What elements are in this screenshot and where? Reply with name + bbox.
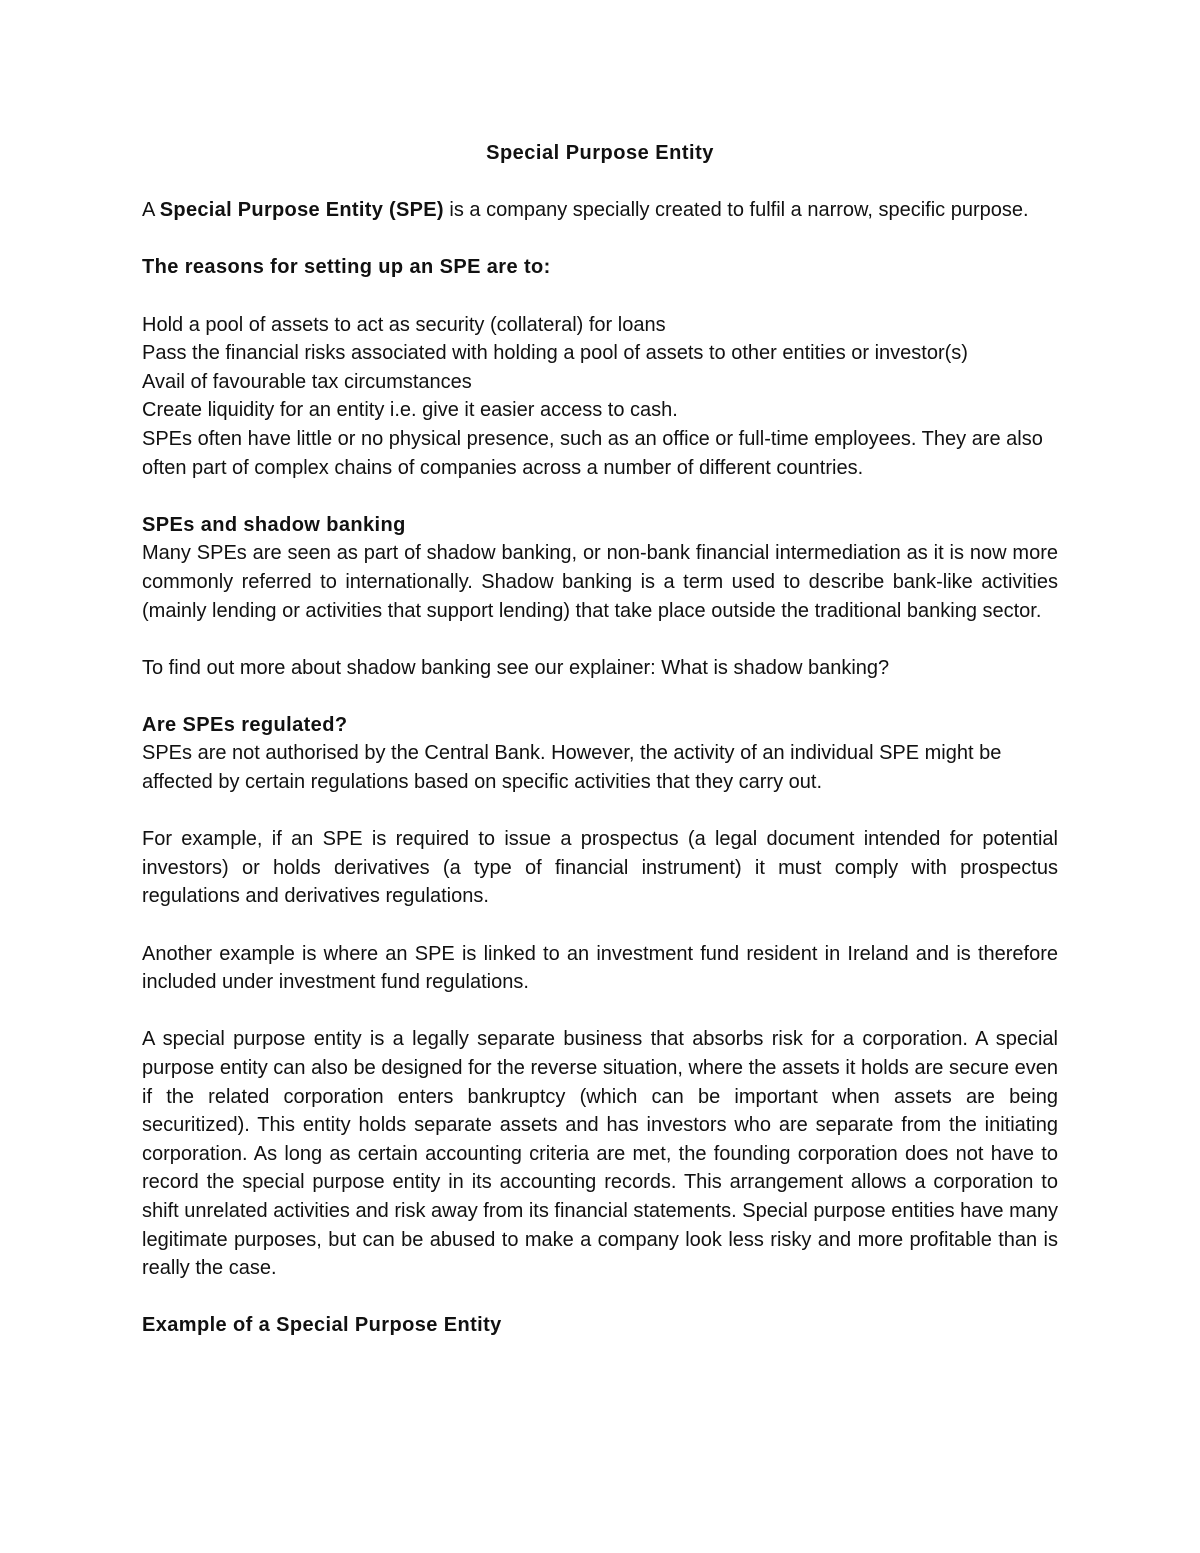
intro-paragraph: [142, 196, 1058, 225]
shadow-banking-more: To find out more about shadow banking see our explainer: What is shadow banking?: [142, 656, 890, 679]
reason-item: Avail of favourable tax circumstances: [142, 370, 472, 393]
reasons-heading: The reasons for setting up an SPE are to:: [142, 256, 551, 279]
regulated-body: SPEs are not authorised by the Central Bank. However, the activity of an individual SPE might be affected by certain regulations based on specific activities that they carry out.: [142, 742, 1002, 794]
regulated-example-2: Another example is where an SPE is linked to an investment fund resident in Ireland and is therefore included under investment fund regulations.: [142, 942, 1058, 994]
summary-paragraph: A special purpose entity is a legally separate business that absorbs risk for a corporation. A special purpose entity can also be designed for the reverse situation, where the assets it holds are secure even if the related corporation enters bankruptcy (which can be important when assets are being securitized). This entity holds separate assets and has investors who are separate from the initiating corporation. As long as certain accounting criteria are met, the founding corporation does not have to record the special purpose entity in its accounting records. This arrangement allows a corporation to shift unrelated activities and risk away from its financial statements. Special purpose entities have many legitimate purposes, but can be abused to make a company look less risky and more profitable than is really the case.: [142, 1028, 1058, 1280]
reason-item: Hold a pool of assets to act as security (collateral) for loans: [142, 313, 666, 336]
reason-item: SPEs often have little or no physical presence, such as an office or full-time employees. They are also often part of complex chains of companies across a number of different countries.: [142, 427, 1043, 479]
reason-item: Create liquidity for an entity i.e. give it easier access to cash.: [142, 399, 678, 422]
reason-item: Pass the financial risks associated with holding a pool of assets to other entities or investor(s): [142, 342, 968, 365]
shadow-banking-body: Many SPEs are seen as part of shadow banking, or non-bank financial intermediation as it is now more commonly referred to internationally. Shadow banking is a term used to describe bank-like activities (mainly lending or activities that support lending) that take place outside the traditional banking sector.: [142, 542, 1058, 622]
document-title: Special Purpose Entity: [486, 142, 714, 164]
intro-suffix: is a company specially created to fulfil a narrow, specific purpose.: [443, 199, 1029, 222]
intro-prefix: A: [142, 199, 160, 222]
regulated-example-1: For example, if an SPE is required to issue a prospectus (a legal document intended for potential investors) or holds derivatives (a type of financial instrument) it must comply with prospectus regulations and derivatives regulations.: [142, 828, 1058, 908]
example-heading: Example of a Special Purpose Entity: [142, 1314, 502, 1337]
shadow-banking-heading: SPEs and shadow banking: [142, 513, 406, 536]
document-page: [142, 139, 1058, 1340]
reasons-list: [142, 311, 1058, 483]
intro-term: Special Purpose Entity (SPE): [159, 199, 444, 222]
regulated-heading: Are SPEs regulated?: [142, 713, 348, 736]
